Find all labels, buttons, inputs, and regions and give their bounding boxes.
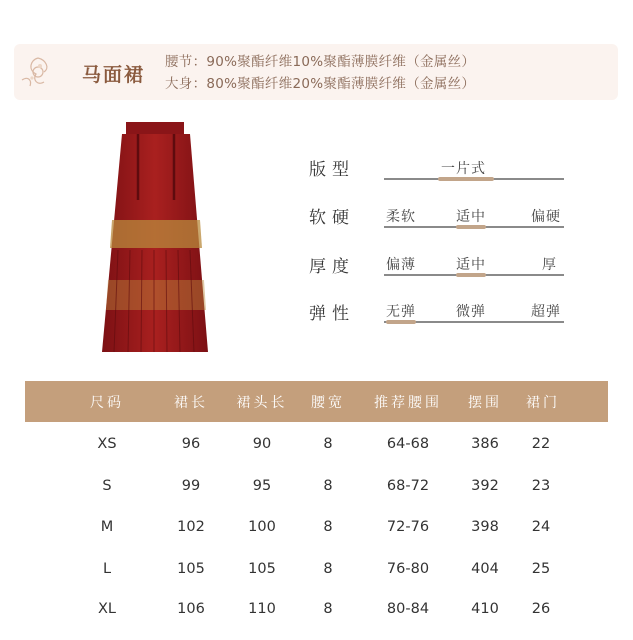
column-header: 裙长 [174,395,208,411]
table-cell: 102 [177,519,205,535]
size-cell: L [102,561,112,577]
table-cell: 76-80 [386,561,430,577]
table-cell: 8 [323,519,333,535]
product-header [14,44,618,100]
table-cell: 8 [323,601,333,617]
table-cell: 100 [248,519,276,535]
attr-option: 一片式 [441,161,486,177]
table-cell: 106 [177,601,205,617]
table-cell: 410 [471,601,499,617]
attr-option: 微弹 [456,304,486,320]
attr-label-thickness: 厚度 [309,257,355,277]
size-table-header [25,381,608,422]
table-cell: 24 [531,519,551,535]
material-waist: 腰节：90%聚酯纤维10%聚酯薄膜纤维（金属丝） [165,54,476,70]
size-cell: XL [97,601,117,617]
attr-selected-marker [456,225,486,229]
attr-option: 柔软 [386,209,416,225]
table-cell: 25 [531,561,551,577]
table-cell: 96 [181,436,201,452]
table-cell: 72-76 [386,519,430,535]
attr-label-elasticity: 弹性 [309,304,355,324]
attr-selected-marker [438,177,494,181]
attr-option: 适中 [456,257,486,273]
table-cell: 23 [531,478,551,494]
table-cell: 8 [323,561,333,577]
table-cell: 80-84 [386,601,430,617]
table-cell: 110 [248,601,276,617]
attr-option: 厚 [542,257,557,273]
table-cell: 95 [252,478,272,494]
table-cell: 404 [471,561,499,577]
table-cell: 99 [181,478,201,494]
attr-option: 偏薄 [386,257,416,273]
skirt-image [98,120,214,356]
attr-option: 偏硬 [531,209,561,225]
table-cell: 386 [471,436,499,452]
attr-option: 超弹 [531,304,561,320]
table-cell: 8 [323,436,333,452]
table-cell: 22 [531,436,551,452]
attr-selected-marker [386,320,416,324]
size-cell: M [100,519,114,535]
table-cell: 105 [177,561,205,577]
table-cell: 105 [248,561,276,577]
table-cell: 90 [252,436,272,452]
column-header: 裙门 [526,395,560,411]
column-header: 裙头长 [236,395,288,411]
flower-logo-icon [16,50,60,94]
table-cell: 64-68 [386,436,430,452]
attr-label-softness: 软硬 [309,208,355,228]
column-header: 腰宽 [311,395,345,411]
size-cell: XS [97,436,117,452]
material-body: 大身：80%聚酯纤维20%聚酯薄膜纤维（金属丝） [165,76,476,92]
column-header: 尺码 [90,395,124,411]
table-cell: 68-72 [386,478,430,494]
attr-label-fit: 版型 [309,160,355,180]
column-header: 摆围 [468,395,502,411]
table-cell: 392 [471,478,499,494]
table-cell: 398 [471,519,499,535]
table-cell: 8 [323,478,333,494]
attr-option: 适中 [456,209,486,225]
attr-selected-marker [456,273,486,277]
attr-option: 无弹 [386,304,416,320]
size-cell: S [102,478,112,494]
table-cell: 26 [531,601,551,617]
column-header: 推荐腰围 [374,395,442,411]
product-title: 马面裙 [82,64,146,86]
